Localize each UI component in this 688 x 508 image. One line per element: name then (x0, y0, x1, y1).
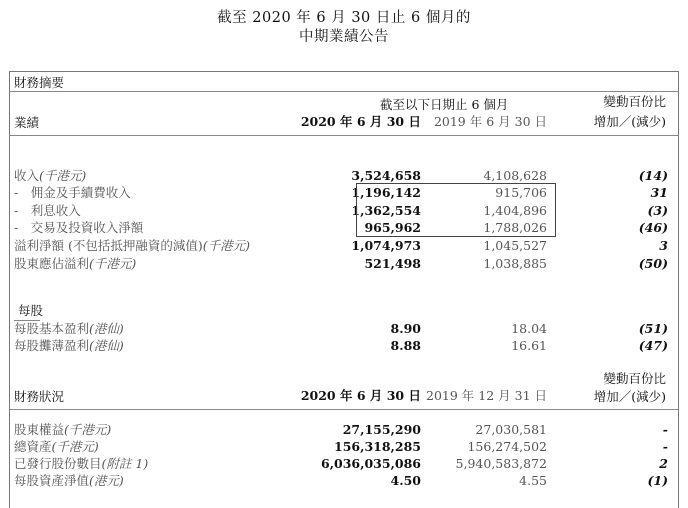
fp-header-divider (9, 409, 679, 410)
value-change: (14) (638, 168, 668, 183)
income-breakdown-box (356, 183, 556, 237)
financial-position-label: 財務狀況 (14, 389, 65, 404)
document-subtitle: 中期業績公告 (299, 29, 389, 45)
value-current: 521,498 (364, 256, 421, 271)
value-change: 2 (659, 456, 668, 471)
value-prior: 1,788,026 (483, 220, 547, 235)
row-label: - 交易及投資收入淨額 (14, 220, 144, 235)
value-prior: 1,404,896 (483, 203, 547, 218)
col-prior-header: 2019 年 6 月 30 日 (433, 114, 547, 129)
change-header-1: 變動百份比 (603, 94, 666, 109)
period-header: 截至以下日期止 6 個月 (380, 97, 509, 112)
value-change: (46) (638, 220, 668, 235)
value-current: 1,196,142 (351, 185, 421, 200)
value-prior: 915,706 (495, 185, 547, 200)
value-current: 27,155,290 (342, 422, 421, 437)
value-current: 156,318,285 (334, 439, 421, 454)
value-prior: 4,108,628 (483, 168, 547, 183)
value-current: 8.90 (390, 321, 421, 336)
row-label: 每股基本盈利(港仙) (14, 321, 124, 336)
row-label: - 佣金及手續費收入 (14, 185, 131, 200)
per-share-label: 每股 (18, 303, 44, 318)
document-title: 截至 2020 年 6 月 30 日止 6 個月的 (217, 10, 471, 26)
value-prior: 27,030,581 (475, 422, 547, 437)
value-change: (50) (638, 256, 668, 271)
col-current-header: 2020 年 6 月 30 日 (300, 114, 421, 129)
value-current: 3,524,658 (351, 168, 421, 183)
row-label: - 利息收入 (14, 203, 81, 218)
value-current: 1,362,554 (351, 203, 421, 218)
summary-header-divider (9, 91, 679, 92)
value-current: 6,036,035,086 (320, 456, 421, 471)
row-label: 股東權益(千港元) (14, 422, 112, 437)
value-prior: 18.04 (511, 321, 547, 336)
value-change: (47) (638, 338, 668, 353)
value-prior: 1,045,527 (483, 238, 547, 253)
value-change: (3) (647, 203, 668, 218)
row-label: 已發行股份數目(附註 1) (14, 456, 149, 471)
value-prior: 16.61 (511, 338, 547, 353)
value-change: (51) (638, 321, 668, 336)
fp-col-prior-header: 2019 年 12 月 31 日 (426, 388, 547, 403)
row-label: 股東應佔溢利(千港元) (14, 256, 137, 271)
value-current: 4.50 (390, 473, 421, 488)
fp-col-current-header: 2020 年 6 月 30 日 (300, 388, 421, 403)
value-current: 1,074,973 (351, 238, 421, 253)
value-current: 8.88 (390, 338, 421, 353)
row-label: 每股攤薄盈利(港仙) (14, 338, 124, 353)
fp-change-header-2: 增加／(減少) (593, 389, 666, 404)
row-label: 總資產(千港元) (14, 439, 99, 454)
results-header-divider (9, 135, 679, 136)
row-label: 溢利淨額 (不包括抵押融資的減值)(千港元) (14, 238, 250, 253)
value-prior: 5,940,583,872 (455, 456, 547, 471)
value-change: (1) (647, 473, 668, 488)
row-label: 收入(千港元) (14, 168, 87, 183)
change-header-2: 增加／(減少) (593, 114, 666, 129)
value-change: 31 (650, 185, 668, 200)
value-prior: 1,038,885 (483, 256, 547, 271)
value-change: - (662, 439, 668, 454)
value-change: 3 (659, 238, 668, 253)
value-current: 965,962 (364, 220, 421, 235)
value-prior: 4.55 (519, 473, 547, 488)
fp-change-header-1: 變動百份比 (603, 371, 666, 386)
row-label: 每股資產淨值(港元) (14, 473, 124, 488)
results-label: 業績 (14, 115, 40, 130)
value-change: - (662, 422, 668, 437)
value-prior: 156,274,502 (467, 439, 547, 454)
section-summary-label: 財務摘要 (14, 75, 65, 90)
